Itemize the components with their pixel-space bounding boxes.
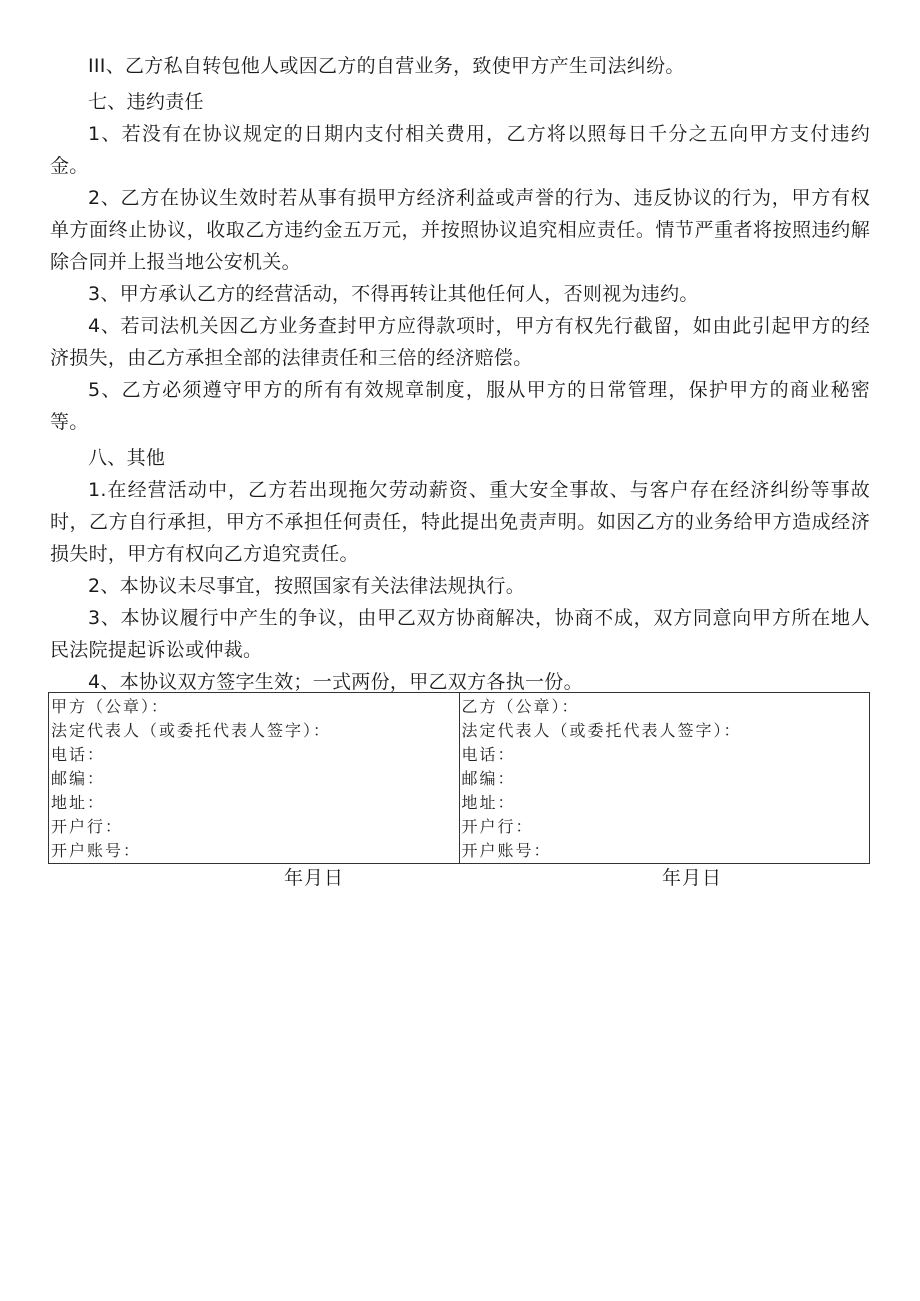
breach-clause-3: 3、甲方承认乙方的经营活动，不得再转让其他任何人，否则视为违约。: [88, 283, 699, 305]
party-b-representative-line: 法定代表人（或委托代表人签字）：: [461, 721, 742, 740]
party-a-phone-line: 电话：: [51, 745, 106, 764]
breach-clause-4: 4、若司法机关因乙方业务查封甲方应得款项时，甲方有权先行截留，如由此引起甲方的经济损失，由乙方承担全部的法律责任和三倍的经济赔偿。: [50, 315, 870, 369]
party-b-date: 年月日: [662, 867, 723, 889]
signature-row: [49, 693, 870, 864]
party-a-seal-line: 甲方（公章）：: [51, 697, 170, 716]
other-clause-3: 3、本协议履行中产生的争议，由甲乙双方协商解决，协商不成，双方同意向甲方所在地人民法院提起诉讼或仲裁。: [50, 607, 870, 661]
party-a-signature-block: [49, 693, 460, 864]
party-a-account-line: 开户账号：: [51, 841, 142, 860]
party-a-date: 年月日: [284, 867, 345, 889]
other-clause-2: 2、本协议未尽事宜，按照国家有关法律法规执行。: [88, 575, 525, 597]
agreement-body: [50, 50, 870, 698]
party-b-address-line: 地址：: [461, 793, 516, 812]
section-heading-other: 八、其他: [88, 447, 166, 469]
party-a-bank-line: 开户行：: [51, 817, 124, 836]
clause-3-item-iii: III、乙方私自转包他人或因乙方的自营业务，致使甲方产生司法纠纷。: [88, 55, 685, 77]
other-clause-4: 4、本协议双方签字生效；一式两份，甲乙双方各执一份。: [88, 671, 583, 693]
other-clause-1: 1.在经营活动中，乙方若出现拖欠劳动薪资、重大安全事故、与客户存在经济纠纷等事故时，乙方自行承担，甲方不承担任何责任，特此提出免责声明。如因乙方的业务给甲方造成经济损失时，甲方有权向乙方追究责任。: [50, 479, 870, 565]
party-b-account-line: 开户账号：: [461, 841, 552, 860]
party-b-signature-block: [459, 693, 870, 864]
breach-clause-2: 2、乙方在协议生效时若从事有损甲方经济利益或声誉的行为、违反协议的行为，甲方有权单方面终止协议，收取乙方违约金五万元，并按照协议追究相应责任。情节严重者将按照违约解除合同并上报当地公安机关。: [50, 187, 870, 273]
breach-clause-1: 1、若没有在协议规定的日期内支付相关费用，乙方将以照每日千分之五向甲方支付违约金。: [50, 123, 870, 177]
party-a-postcode-line: 邮编：: [51, 769, 106, 788]
party-b-bank-line: 开户行：: [461, 817, 534, 836]
party-a-address-line: 地址：: [51, 793, 106, 812]
signature-table: [48, 692, 870, 864]
party-b-postcode-line: 邮编：: [461, 769, 516, 788]
party-b-phone-line: 电话：: [461, 745, 516, 764]
party-a-representative-line: 法定代表人（或委托代表人签字）：: [51, 721, 332, 740]
section-heading-breach-liability: 七、违约责任: [88, 91, 204, 113]
party-b-seal-line: 乙方（公章）：: [461, 697, 580, 716]
breach-clause-5: 5、乙方必须遵守甲方的所有有效规章制度，服从甲方的日常管理，保护甲方的商业秘密等。: [50, 379, 870, 433]
